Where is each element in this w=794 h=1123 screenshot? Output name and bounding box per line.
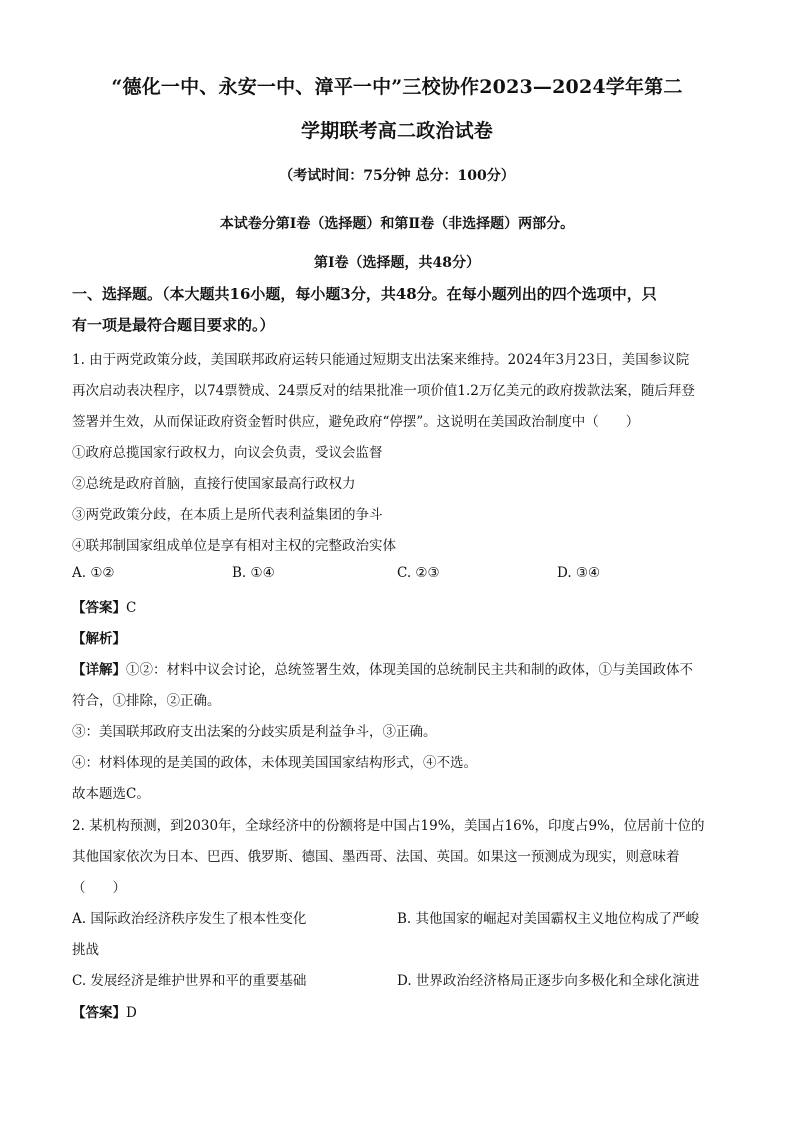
q1-stem-line2: 再次启动表决程序，以74票赞成、24票反对的结果批准一项价值1.2万亿美元的政府拨款法案，随后拜登 [72,383,695,399]
section-heading-line1: 一、选择题。（本大题共16小题，每小题3分，共48分。在每小题列出的四个选项中，只 [72,285,657,303]
q1-statement-3: ③两党政策分歧，在本质上是所代表利益集团的争斗 [72,507,383,523]
q2-option-a: A. 国际政治经济秩序发生了根本性变化 [72,911,307,927]
q2-stem-line3: （ ） [72,880,126,896]
q2-option-b: B. 其他国家的崛起对美国霸权主义地位构成了严峻 [397,911,700,927]
q1-option-a: A. ①② [72,565,115,581]
answer-value: C [126,600,137,616]
q1-stem-line3: 签署并生效，从而保证政府资金暂时供应，避免政府“停摆”。这说明在美国政治制度中（ ） [72,414,640,430]
q2-answer [72,1001,722,1021]
detail-tag: 【详解】 [72,662,126,678]
q1-detail-line2: 符合，①排除，②正确。 [72,693,221,709]
q1-answer [72,596,722,616]
q2-option-b-cont: 挑战 [72,942,99,958]
intro-text: 本试卷分第Ⅰ卷（选择题）和第Ⅱ卷（非选择题）两部分。 [219,216,575,232]
q1-detail-line5: 故本题选C。 [72,786,150,802]
q2-stem-line2: 其他国家依次为日本、巴西、俄罗斯、德国、墨西哥、法国、英国。如果这一预测成为现实，则意味着 [72,849,680,865]
q1-option-c: C. ②③ [397,565,440,581]
q1-statement-1: ①政府总揽国家行政权力，向议会负责，受议会监督 [72,445,383,461]
q1-statement-2: ②总统是政府首脑，直接行使国家最高行政权力 [72,476,356,492]
q1-detail-line3: ③：美国联邦政府支出法案的分歧实质是利益争斗，③正确。 [72,724,437,740]
q1-option-b: B. ①④ [232,565,275,581]
exam-info: （考试时间：75分钟 总分：100分） [279,168,515,184]
part1-heading: 第Ⅰ卷（选择题，共48分） [313,255,481,271]
q1-analysis [72,627,722,647]
q2-option-d: D. 世界政治经济格局正逐步向多极化和全球化演进 [397,973,700,989]
q1-detail-line1 [72,658,722,678]
doc-title-line1: “德化一中、永安一中、漳平一中”三校协作2023—2024学年第二 [111,76,683,98]
q1-option-d: D. ③④ [557,565,601,581]
q2-stem-line1: 2. 某机构预测，到2030年，全球经济中的份额将是中国占19%，美国占16%，印度占9%，位居前十位的 [72,818,705,834]
answer-tag: 【答案】 [72,600,126,616]
q1-detail-line4: ④：材料体现的是美国的政体，未体现美国国家结构形式，④不选。 [72,755,477,771]
detail-text: ①②：材料中议会讨论，总统签署生效，体现美国的总统制民主共和制的政体，①与美国政体不 [126,662,693,678]
answer-value: D [126,1005,137,1021]
section-heading-line2: 有一项是最符合题目要求的。） [72,316,275,334]
q1-statement-4: ④联邦制国家组成单位是享有相对主权的完整政治实体 [72,538,396,554]
answer-tag: 【答案】 [72,1005,126,1021]
doc-title-line2: 学期联考高二政治试卷 [300,120,493,142]
analysis-tag: 【解析】 [72,631,126,647]
q2-option-c: C. 发展经济是维护世界和平的重要基础 [72,973,307,989]
q1-stem-line1: 1. 由于两党政策分歧，美国联邦政府运转只能通过短期支出法案来维持。2024年3月23日，美国参议院 [72,352,690,368]
